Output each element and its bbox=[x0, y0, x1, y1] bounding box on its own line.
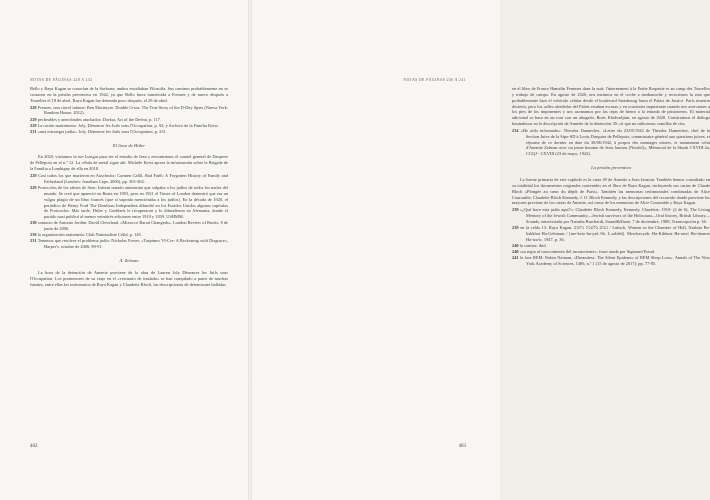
note-text: Tenemos que resolver el problema judío: Nicholas Freser, «Torpimes VI-Cre: A Reckoning with Disgrace», Harper's, octubre de 2006, 89-91. bbox=[37, 238, 228, 250]
book-gutter bbox=[248, 0, 252, 500]
right-intro: en el libro de France Hamelin Femmes dans la nuit: l'internement à la Petite Roquette et au camp des Tourelles y trabajo de campo. En agosto de 2020, nos metimos en el coche a medianoche y recorrimos la ruta que probablemente hizo el vehículo celular desde el boulevard Strasbourg hasta el Palais de Justice. París muestra desierto, pero los calles alrededor del Palais estaban escasas y en ocasiones inquietante cuando nos acercamos a los pies de los imponentes y nos asomamos por las rejas de hierro a la entrada de prisioneros. El material adicional se basa en un tour con un abogado, Boris Khalvadjian, en agosto de 2020. Construimos el diálogo basándonos en la descripción de Annette de la detención. Di «ti que no utilicemos comillas de cita. bbox=[512, 86, 710, 127]
left-notes-b bbox=[30, 173, 228, 250]
note-text: Casi todos los que murieron en Auschwitz: Carmen Callil, Bad Faith: A Forgotten History of Family and Fatherland (Londres: Jonathan Cape, 2006), pp. 303-304. bbox=[38, 173, 228, 184]
section-body: La fuente primaria de este capítulo es la carta 49 de Annette a Jean Jausion. También hemos consultado en su totalidad los documentos originales contenidos en el libro de Raya Kagan, incluyendo sus cartas de Claude Bloch «Plongée au cœur du dépôt de Paris». También las memorias testimoniales combinadas de Alice Courouble, Claudette Bloch Kennedy, J. O. Bloch Kennedy, y las descripciones del recorrido donde proviene los mayores previene de los cartas de Annette, así como de los memorias de Alice Courouble y Raya Kagan. bbox=[512, 176, 710, 206]
note-entry bbox=[30, 105, 228, 117]
note-text: pecheables y anecdotales atuchados: Dorkar, Art of the Defeat, p. 117. bbox=[37, 116, 162, 122]
note-text: «una estrategia judía»: Joly, Dénoncer les Juifs sous l'Occupation, p. 231. bbox=[37, 128, 167, 134]
running-head: NOTAS DE PÁGINAS 228 A 232 bbox=[30, 78, 93, 82]
note-entry bbox=[30, 220, 228, 232]
note-entry bbox=[512, 255, 710, 267]
note-entry bbox=[512, 128, 710, 157]
note-entry bbox=[512, 225, 710, 243]
section-body: La hora de la detención de Annette proviene de la obra de Lauren Joly Dénoncer les Juifs sous l'Occupation. Los pormenores de su viaje en el «vestuario de traslado» se han compilado a partir de muchas fuentes, entre ellas los testimonios de Raya Kagan y Claudette Bloch, las descripciones de detenciones halladas bbox=[30, 270, 228, 287]
note-entry bbox=[30, 232, 228, 238]
note-text: «He oído informado»: Theodor Dannecker, «Lettre du 23/05/1942 de Theodor Dannecker, chef de la Section Juive de la Sipo-SD à Louis Darquier de Pellepoix, commissaire général aux questions juives, et réponse de ce dernier en date du 30/06/1942, à propos des montages mixtes, et notamment celui d'Annette Zelman avec un jeune homme de Jean Jausion (Nonfol)», Mémorial de la Shoah CXVIII-2a. CGQJ - CXVIII (23 de mayo, 1942). bbox=[520, 127, 710, 157]
note-text: Protocolos de los sabios de Sion: Inform tratado antisemita que culpaba a los judíos de todos los males del mundo. Se creó que apareció en Rusia en 1903, pero en 1921 el Times of London demostró que era un vulgar plagio de un libro francés (que sí suponía menciónaba a los judíos). En la década de 1920, el periódico de Henry Ford The Dearborn Independent difundió en los Estados Unidos algunos capítulos de Protocolos. Más tarde, Hitler y Goebbels le recuperaron y lo difundieron en Alemania, donde el partido nazi publicó al menos veintitrés ediciones entre 1919 y 1939. USHMM. bbox=[37, 185, 229, 220]
note-number: 229 bbox=[30, 116, 37, 122]
note-number: 229 bbox=[30, 122, 37, 128]
left-intro: Bello y Raya Kagan se conocían de la Sorbona; ambos estudiaban Filosofía. Sus caminos probablemente no se cruzaron en la prisión preventiva en 1942, ya que Bello fuera transferida a Fresnes y de nuevo después a Tourelles el 18 de abril. Raya Kagan fue detenida poco después, el 29 de abril. bbox=[30, 86, 228, 103]
note-entry bbox=[30, 238, 228, 250]
note-number: 229 bbox=[30, 185, 37, 190]
note-entry bbox=[512, 207, 710, 225]
note-text: La ración matrimonio: Joly, Dénoncer les Juifs sous l'Occupation, p. 92; y Archivo de la Familia Kerst. bbox=[37, 122, 219, 128]
note-text: en la celda 13: Raya Kagan, נשים בלשכת גיהנום / Lubsch, Women in the Chamber of Hell, Nashim Be-lishkhat Ha-Gehinom / [me-keto-ha-yad Sh. L.saldeh]. Merchavyah: Ha-Kibbutz Ha-artzi Ha-shomer Ha-tzaʻir, 1947, p. 36. bbox=[520, 225, 710, 242]
running-head: NOTAS DE PÁGINAS 236 A 241 bbox=[403, 78, 466, 82]
note-entry bbox=[512, 249, 710, 255]
left-page bbox=[0, 0, 250, 500]
right-page bbox=[250, 0, 710, 500]
note-number: 240 bbox=[512, 242, 519, 248]
note-number: 230 bbox=[30, 232, 37, 238]
note-text: contacto de Antonio Jordán: David Cleveland, «Moroccó Baron Changeds», London Review of Books, 8 de junio de 2006. bbox=[37, 220, 228, 232]
note-entry bbox=[30, 117, 228, 123]
note-text: la comisa: ibid. bbox=[519, 242, 547, 248]
note-entry bbox=[512, 243, 710, 249]
note-number: 234 bbox=[512, 127, 519, 133]
note-number: 239 bbox=[512, 225, 519, 231]
note-entry bbox=[30, 129, 228, 135]
section-heading: El lioso de Hitler bbox=[112, 142, 146, 148]
section-body: En 2020, visitamos la rue Lusigar para ver el estudio de Jean y encontramos el cuartel general de Darquier de Pellepoix en el n.º 12. La célula de metal sigue ahí. Michèle Kerst aporta la información sobre la Brigada de la Familia a Lombigny de ella en 2018. bbox=[30, 154, 228, 172]
note-number: 230 bbox=[30, 220, 37, 226]
note-number: 239 bbox=[512, 207, 519, 213]
section-heading: La prisión preventiva bbox=[591, 165, 631, 171]
note-text: «su regia al conocimiento del inconsciente»: frase usada por Sigmund Freud. bbox=[519, 248, 655, 254]
section-heading: A. Zelman bbox=[119, 258, 139, 264]
right-column bbox=[512, 86, 710, 267]
note-number: 241 bbox=[512, 255, 519, 261]
right-notes-a bbox=[512, 128, 710, 157]
note-text: Fresnes, una cárcel infame: Ben Macintyre, Double Cross: The True Story of the D-Day Spies (Nueva York: Random House, 2012). bbox=[37, 104, 228, 116]
note-number: 229 bbox=[30, 173, 37, 179]
note-number: 231 bbox=[30, 128, 37, 134]
page-number: 402 bbox=[30, 444, 38, 449]
note-number: 228 bbox=[30, 104, 37, 110]
note-entry bbox=[30, 123, 228, 129]
note-number: 240 bbox=[512, 248, 519, 254]
note-text: «¿Qué hace esta judía aquí?»: Claudette Bloch Kennedy, Kennedy, Claudette, 1910- (2 de 6), The Living Memory of the Jewish Community—Jewish survivors of the Holocaust—Oral history, British Library—Sounds, entrevistada por Natasha Burchardt, Sound&Shore, 7 de diciembre, 1988, Transcripción p. 36. bbox=[520, 207, 710, 224]
left-column bbox=[30, 86, 228, 288]
note-entry bbox=[30, 185, 228, 220]
note-entry bbox=[30, 173, 228, 185]
note-text: la organización antisemita: Club Nationaliste Célid, p. 145. bbox=[37, 232, 142, 238]
right-notes-b bbox=[512, 207, 710, 267]
note-text: la fase REM: Rubin Naiman, «Dreamless: The Silent Epidemic of REM Sleep Loss», Annals of The New York Academy of Sciences, 1406, n.º 1 (15 de agosto de 2017): pp. 77-85. bbox=[519, 255, 710, 266]
left-notes-a bbox=[30, 105, 228, 135]
note-number: 231 bbox=[30, 238, 37, 244]
page-number: 403 bbox=[458, 444, 466, 449]
